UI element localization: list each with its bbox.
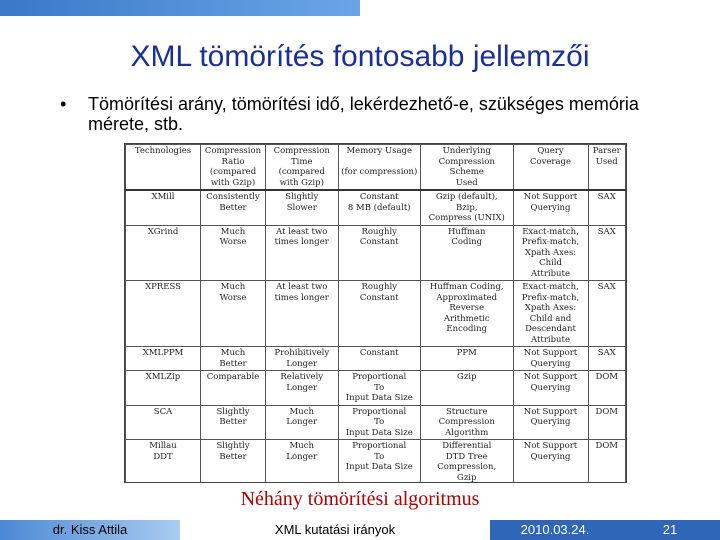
table-cell: Relatively Longer: [266, 371, 339, 406]
table-cell: At least two times longer: [266, 225, 339, 281]
table-cell: SAX: [588, 190, 626, 225]
table-cell: DOM: [588, 440, 626, 484]
bullet-point: [60, 94, 680, 134]
table-cell: Much Worse: [201, 281, 266, 347]
table-cell: Slightly Slower: [266, 190, 339, 225]
table-cell: Comparable: [201, 371, 266, 406]
table-header-row: [126, 145, 626, 191]
table-cell: SAX: [588, 347, 626, 371]
table-caption: Néhány tömörítési algoritmus: [240, 488, 480, 510]
header-query-coverage: Query Coverage: [513, 145, 588, 191]
table-cell: Much Longer: [266, 405, 339, 440]
bullet-text: Tömörítési arány, tömörítési idő, lekérdezhető-e, szükséges memória mérete, stb.: [88, 94, 639, 134]
table-cell: Not Support Querying: [513, 405, 588, 440]
table-cell: Huffman Coding: [421, 225, 514, 281]
bullet-dot: •: [60, 94, 67, 114]
table-cell: Prohibitively Longer: [266, 347, 339, 371]
table-cell: Differential DTD Tree Compression, Gzip: [421, 440, 514, 484]
header-technologies: Technologies: [126, 145, 201, 191]
table-cell: Slightly Better: [201, 440, 266, 484]
comparison-table: [125, 144, 626, 483]
table-cell: Proportional To Input Data Size: [338, 371, 421, 406]
footer-course-title: XML kutatási irányok: [274, 522, 396, 537]
header-parser-used: Parser Used: [588, 145, 626, 191]
slide-title: XML tömörítés fontosabb jellemzői: [130, 40, 590, 73]
table-row: [126, 281, 626, 347]
table-cell: Much Worse: [201, 225, 266, 281]
table-cell: Not Support Querying: [513, 190, 588, 225]
footer-page-number: 21: [620, 520, 720, 540]
table-cell: Millau DDT: [126, 440, 201, 484]
table-row: [126, 371, 626, 406]
table-cell: Not Support Querying: [513, 440, 588, 484]
table-cell: Much Longer: [266, 440, 339, 484]
table-cell: Roughly Constant: [338, 281, 421, 347]
table-cell: Exact-match, Prefix-match, Xpath Axes: Child Attribute: [513, 225, 588, 281]
header-compression-time: Compression Time (compared with Gzip): [266, 145, 339, 191]
table-cell: PPM: [421, 347, 514, 371]
footer-bar: [0, 520, 720, 540]
table-row: [126, 225, 626, 281]
footer-author: dr. Kiss Attila: [0, 520, 180, 540]
table-cell: Proportional To Input Data Size: [338, 440, 421, 484]
table-cell: SAX: [588, 281, 626, 347]
table-cell: XMill: [126, 190, 201, 225]
top-accent-gradient: [0, 0, 360, 16]
table-cell: DOM: [588, 405, 626, 440]
table-cell: Gzip (default), Bzip, Compress (UNIX): [421, 190, 514, 225]
table-cell: Constant: [338, 347, 421, 371]
table-cell: DOM: [588, 371, 626, 406]
table-cell: SCA: [126, 405, 201, 440]
table-cell: At least two times longer: [266, 281, 339, 347]
table-cell: Much Better: [201, 347, 266, 371]
table-cell: XMLZip: [126, 371, 201, 406]
table-cell: Exact-match, Prefix-match, Xpath Axes: Child and Descendant Attribute: [513, 281, 588, 347]
table-cell: Slightly Better: [201, 405, 266, 440]
header-compression-ratio: Compression Ratio (compared with Gzip): [201, 145, 266, 191]
table-cell: Not Support Querying: [513, 347, 588, 371]
table-cell: Gzip: [421, 371, 514, 406]
comparison-table-image: [124, 143, 627, 483]
table-row: [126, 440, 626, 484]
top-accent-blank: [360, 0, 720, 16]
table-cell: Structure Compression Algorithm: [421, 405, 514, 440]
table-cell: Constant 8 MB (default): [338, 190, 421, 225]
table-cell: XPRESS: [126, 281, 201, 347]
table-cell: Proportional To Input Data Size: [338, 405, 421, 440]
table-cell: SAX: [588, 225, 626, 281]
table-row: [126, 347, 626, 371]
header-memory-usage: Memory Usage (for compression): [338, 145, 421, 191]
table-row: [126, 190, 626, 225]
table-cell: XMLPPM: [126, 347, 201, 371]
header-compression-scheme: Underlying Compression Scheme Used: [421, 145, 514, 191]
top-accent-bar: [0, 0, 720, 16]
table-cell: XGrind: [126, 225, 201, 281]
table-row: [126, 405, 626, 440]
table-cell: Not Support Querying: [513, 371, 588, 406]
table-cell: Consistently Better: [201, 190, 266, 225]
footer-date: 2010.03.24.: [490, 520, 620, 540]
table-cell: Huffman Coding, Approximated Reverse Arithmetic Encoding: [421, 281, 514, 347]
table-cell: Roughly Constant: [338, 225, 421, 281]
